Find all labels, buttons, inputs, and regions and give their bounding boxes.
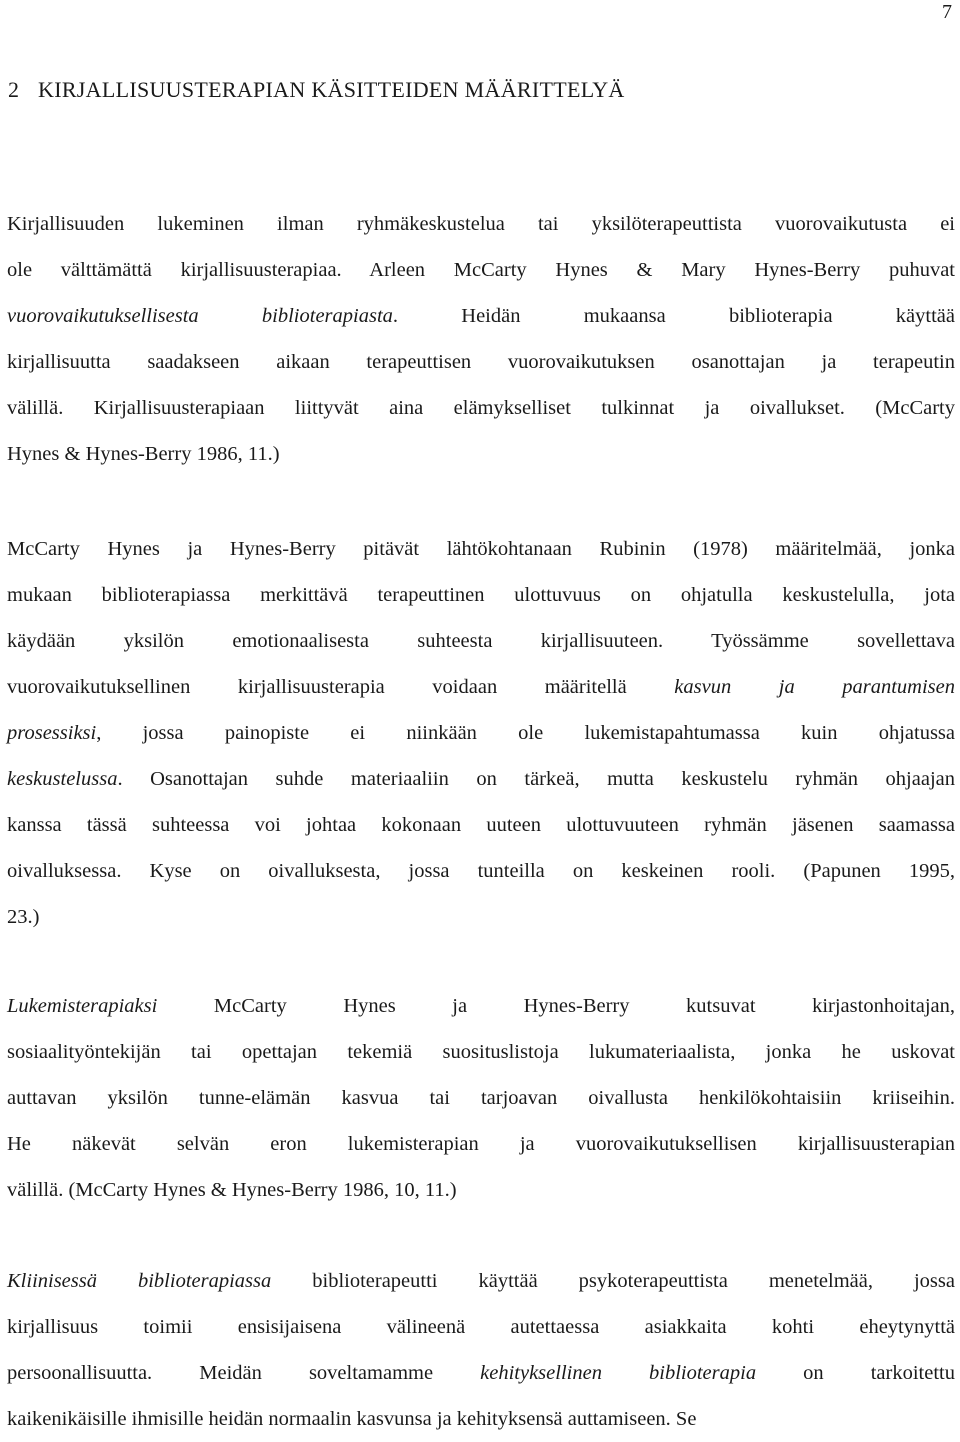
text-run: kirjallisuutta saadakseen aikaan terapeuttisen vuorovaikutuksen osanottajan ja terapeutin: [7, 351, 955, 373]
italic-term: kasvun ja parantumisen: [674, 676, 955, 698]
text-line: [7, 756, 955, 802]
text-run: välillä. (McCarty Hynes & Hynes-Berry 1986, 10, 11.): [7, 1179, 457, 1201]
text-line: [7, 1350, 955, 1396]
text-line: [7, 618, 955, 664]
text-run: McCarty Hynes ja Hynes-Berry pitävät lähtökohtanaan Rubinin (1978) määritelmää, jonka: [7, 538, 955, 560]
text-line: [7, 431, 955, 477]
text-line: [7, 1029, 955, 1075]
text-run: kanssa tässä suhteessa voi johtaa kokonaan uuteen ulottuvuuteen ryhmän jäsenen saamassa: [7, 814, 955, 836]
paragraph-3: [7, 983, 955, 1213]
text-run: kirjallisuus toimii ensisijaisena välineenä autettaessa asiakkaita kohti eheytynyttä: [7, 1316, 955, 1338]
text-line: [7, 1396, 955, 1442]
text-line: [7, 1167, 955, 1213]
text-run: . Osanottajan suhde materiaaliin on tärkeä, mutta keskustelu ryhmän ohjaajan: [117, 768, 955, 790]
text-run: 23.): [7, 906, 40, 928]
text-line: [7, 201, 955, 247]
text-line: [7, 1075, 955, 1121]
text-run: McCarty Hynes ja Hynes-Berry kutsuvat kirjastonhoitajan,: [157, 995, 955, 1017]
italic-term: Kliinisessä biblioterapiassa: [7, 1270, 272, 1292]
text-run: biblioterapeutti käyttää psykoterapeuttista menetelmää, jossa: [271, 1270, 955, 1292]
italic-term: Lukemisterapiaksi: [7, 995, 158, 1017]
text-run: Kirjallisuuden lukeminen ilman ryhmäkeskustelua tai yksilöterapeuttista vuorovaikutusta ei: [7, 213, 955, 235]
section-number: 2: [8, 77, 20, 102]
text-line: [7, 802, 955, 848]
text-line: [7, 710, 955, 756]
text-line: [7, 385, 955, 431]
text-line: [7, 1121, 955, 1167]
italic-term: kehityksellinen biblioterapia: [480, 1362, 757, 1384]
text-run: käydään yksilön emotionaalisesta suhteesta kirjallisuuteen. Työssämme sovellettava: [7, 630, 955, 652]
text-line: [7, 526, 955, 572]
text-run: persoonallisuutta. Meidän soveltamamme: [7, 1362, 481, 1384]
text-line: [7, 848, 955, 894]
text-run: välillä. Kirjallisuusterapiaan liittyvät aina elämykselliset tulkinnat ja oivallukset. (McCarty: [7, 397, 955, 419]
text-line: [7, 983, 955, 1029]
paragraph-1: [7, 201, 955, 477]
text-run: kaikenikäisille ihmisille heidän normaalin kasvunsa ja kehityksensä auttamiseen. Se: [7, 1408, 697, 1430]
paragraph-4: [7, 1258, 955, 1442]
text-line: [7, 572, 955, 618]
text-run: oivalluksessa. Kyse on oivalluksesta, jossa tunteilla on keskeinen rooli. (Papunen 1995,: [7, 860, 955, 882]
text-run: mukaan biblioterapiassa merkittävä terapeuttinen ulottuvuus on ohjatulla keskustelulla, jota: [7, 584, 955, 606]
italic-term: prosessiksi: [7, 722, 97, 744]
page-number: 7: [942, 1, 952, 23]
text-run: Hynes & Hynes-Berry 1986, 11.): [7, 443, 280, 465]
text-run: sosiaalityöntekijän tai opettajan tekemiä suosituslistoja lukumateriaalista, jonka he uskovat: [7, 1041, 955, 1063]
paragraph-2: [7, 526, 955, 940]
text-line: [7, 894, 955, 940]
text-run: auttavan yksilön tunne-elämän kasvua tai tarjoavan oivallusta henkilökohtaisiin kriiseihin.: [7, 1087, 955, 1109]
text-run: on tarkoitettu: [756, 1362, 955, 1384]
text-line: [7, 293, 955, 339]
section-heading: [8, 76, 908, 104]
italic-term: keskustelussa: [7, 768, 118, 790]
section-title: KIRJALLISUUSTERAPIAN KÄSITTEIDEN MÄÄRITTELYÄ: [38, 77, 625, 102]
text-line: [7, 247, 955, 293]
text-line: [7, 664, 955, 710]
text-line: [7, 1258, 955, 1304]
text-run: . Heidän mukaansa biblioterapia käyttää: [392, 305, 955, 327]
text-run: vuorovaikutuksellinen kirjallisuusterapia voidaan määritellä: [7, 676, 675, 698]
text-line: [7, 339, 955, 385]
text-run: ole välttämättä kirjallisuusterapiaa. Arleen McCarty Hynes & Mary Hynes-Berry puhuvat: [7, 259, 955, 281]
italic-term: vuorovaikutuksellisesta biblioterapiasta: [7, 305, 393, 327]
text-run: He näkevät selvän eron lukemisterapian ja vuorovaikutuksellisen kirjallisuusterapian: [7, 1133, 955, 1155]
text-line: [7, 1304, 955, 1350]
text-run: , jossa painopiste ei niinkään ole lukemistapahtumassa kuin ohjatussa: [96, 722, 955, 744]
